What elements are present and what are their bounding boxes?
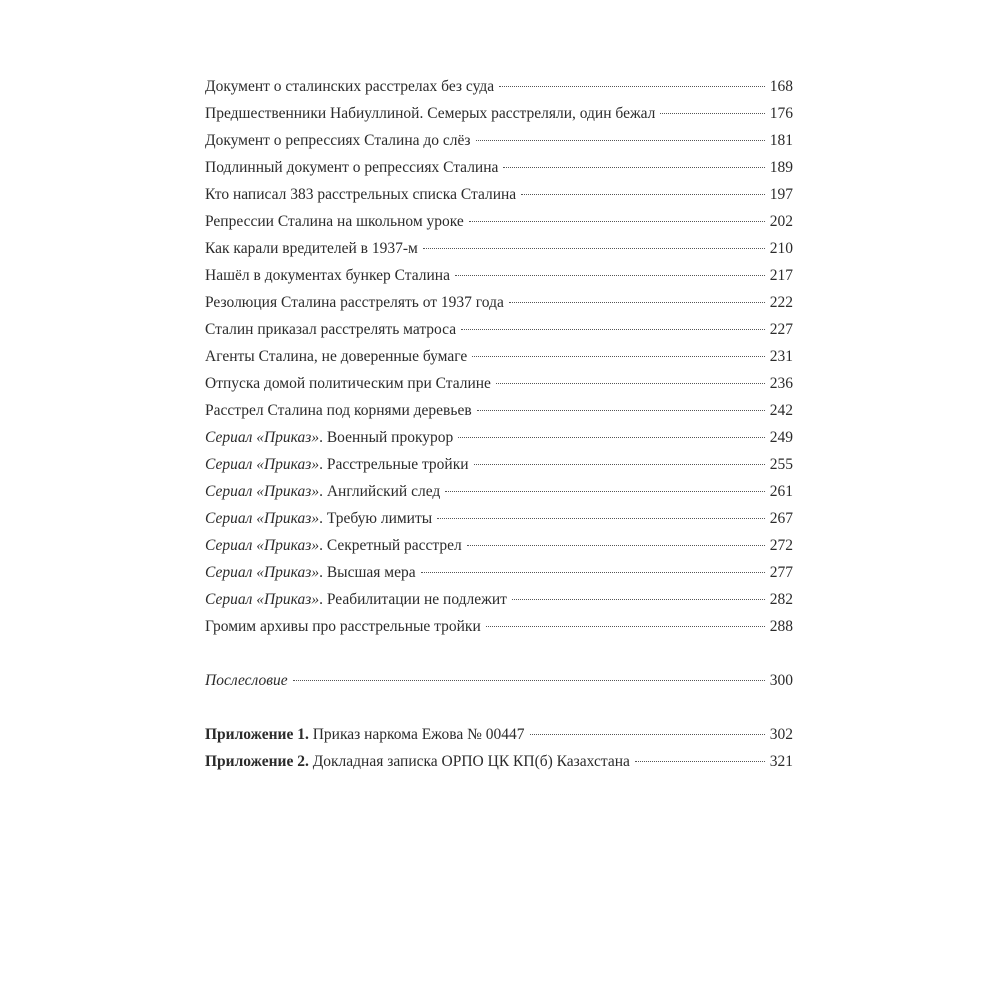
toc-entry-page: 236 [769,375,793,392]
toc-entry-title [205,667,291,694]
toc-entry [205,289,793,316]
dot-leader [635,761,765,762]
series-episode-title: . Требую лимиты [319,510,433,527]
toc-entry [205,208,793,235]
toc-entry-title: Документ о сталинских расстрелах без суда [205,78,495,95]
toc-entry [205,316,793,343]
toc-entry-title: Агенты Сталина, не доверенные бумаге [205,348,468,365]
toc-entry-title [205,559,419,586]
toc-entry-page: 302 [769,726,793,743]
toc-entry-page: 189 [769,159,793,176]
toc-entry-title: Нашёл в документах бункер Сталина [205,267,450,284]
toc-entry [205,532,793,559]
series-prefix: Сериал «Приказ» [205,456,320,473]
toc-entry-appendix [205,748,793,775]
toc-entry [205,505,793,532]
toc-entry-page: 222 [769,294,793,311]
toc-entry-page: 300 [769,672,793,689]
toc-entry [205,397,793,424]
series-prefix: Сериал «Приказ» [205,564,320,581]
toc-entry [205,181,793,208]
toc-entry-title [205,424,456,451]
toc-entry-appendix [205,721,793,748]
appendix-label: Приложение 2. [205,753,309,770]
toc-entry-page: 282 [769,591,793,608]
series-prefix: Сериал «Приказ» [205,429,320,446]
toc-entry [205,451,793,478]
afterword-title: Послесловие [205,672,288,689]
toc-entry [205,262,793,289]
dot-leader [455,275,765,276]
dot-leader [512,599,765,600]
dot-leader [486,626,765,627]
series-prefix: Сериал «Приказ» [205,537,320,554]
dot-leader [521,194,765,195]
toc-entry-title: Кто написал 383 расстрельных списка Сталина [205,186,517,203]
dot-leader [421,572,765,573]
table-of-contents [205,73,793,775]
toc-entry-title: Предшественники Набиуллиной. Семерых расстреляли, один бежал [205,105,656,122]
toc-entry-page: 261 [769,483,793,500]
toc-entry-title: Как карали вредителей в 1937-м [205,240,418,257]
dot-leader [461,329,765,330]
toc-entry-title: Подлинный документ о репрессиях Сталина [205,159,499,176]
dot-leader [496,383,765,384]
dot-leader [503,167,764,168]
series-episode-title: . Военный прокурор [319,429,454,446]
dot-leader [499,86,765,87]
toc-entry [205,235,793,262]
toc-entry-page: 272 [769,537,793,554]
toc-entry-afterword [205,667,793,694]
toc-entry [205,73,793,100]
series-episode-title: . Секретный расстрел [319,537,462,554]
series-episode-title: . Расстрельные тройки [319,456,469,473]
toc-entry-title [205,505,435,532]
toc-entry-page: 217 [769,267,793,284]
toc-entry [205,154,793,181]
dot-leader [423,248,765,249]
toc-entry [205,586,793,613]
toc-entry [205,559,793,586]
toc-entry-title [205,451,472,478]
toc-entry [205,424,793,451]
toc-entry-title: Сталин приказал расстрелять матроса [205,321,457,338]
dot-leader [530,734,765,735]
toc-entry-title [205,478,443,505]
appendix-label: Приложение 1. [205,726,309,743]
toc-entry-title [205,532,465,559]
toc-entry-page: 168 [769,78,793,95]
dot-leader [469,221,765,222]
toc-entry [205,613,793,640]
toc-entry-title [205,721,528,748]
appendix-title: Приказ наркома Ежова № 00447 [308,726,525,743]
toc-entry [205,343,793,370]
toc-entry-title [205,748,633,775]
dot-leader [472,356,764,357]
toc-entry-page: 231 [769,348,793,365]
dot-leader [293,680,765,681]
toc-entry [205,100,793,127]
dot-leader [476,140,765,141]
toc-entry-title [205,586,510,613]
toc-entry-page: 321 [769,753,793,770]
toc-entry-page: 242 [769,402,793,419]
series-episode-title: . Высшая мера [319,564,416,581]
dot-leader [477,410,765,411]
series-episode-title: . Реабилитации не подлежит [319,591,507,608]
toc-entry-title: Громим архивы про расстрельные тройки [205,618,481,635]
dot-leader [474,464,765,465]
toc-entry-page: 227 [769,321,793,338]
dot-leader [445,491,764,492]
toc-entry-page: 202 [769,213,793,230]
series-prefix: Сериал «Приказ» [205,483,320,500]
series-prefix: Сериал «Приказ» [205,510,320,527]
toc-entry-page: 249 [769,429,793,446]
toc-entry-title: Репрессии Сталина на школьном уроке [205,213,464,230]
dot-leader [467,545,765,546]
appendix-title: Докладная записка ОРПО ЦК КП(б) Казахстана [308,753,630,770]
toc-entry-title: Отпуска домой политическим при Сталине [205,375,491,392]
toc-entry-page: 277 [769,564,793,581]
toc-entry [205,370,793,397]
toc-entry-page: 288 [769,618,793,635]
toc-entry-page: 267 [769,510,793,527]
toc-entry-page: 176 [769,105,793,122]
toc-entry [205,478,793,505]
series-episode-title: . Английский след [319,483,441,500]
dot-leader [660,113,764,114]
toc-entry-title: Резолюция Сталина расстрелять от 1937 года [205,294,504,311]
toc-entry-page: 197 [769,186,793,203]
series-prefix: Сериал «Приказ» [205,591,320,608]
dot-leader [458,437,764,438]
toc-entry-page: 210 [769,240,793,257]
dot-leader [509,302,765,303]
dot-leader [437,518,765,519]
toc-entry-page: 255 [769,456,793,473]
toc-entry-title: Расстрел Сталина под корнями деревьев [205,402,472,419]
toc-entry [205,127,793,154]
toc-entry-page: 181 [769,132,793,149]
toc-entry-title: Документ о репрессиях Сталина до слёз [205,132,471,149]
